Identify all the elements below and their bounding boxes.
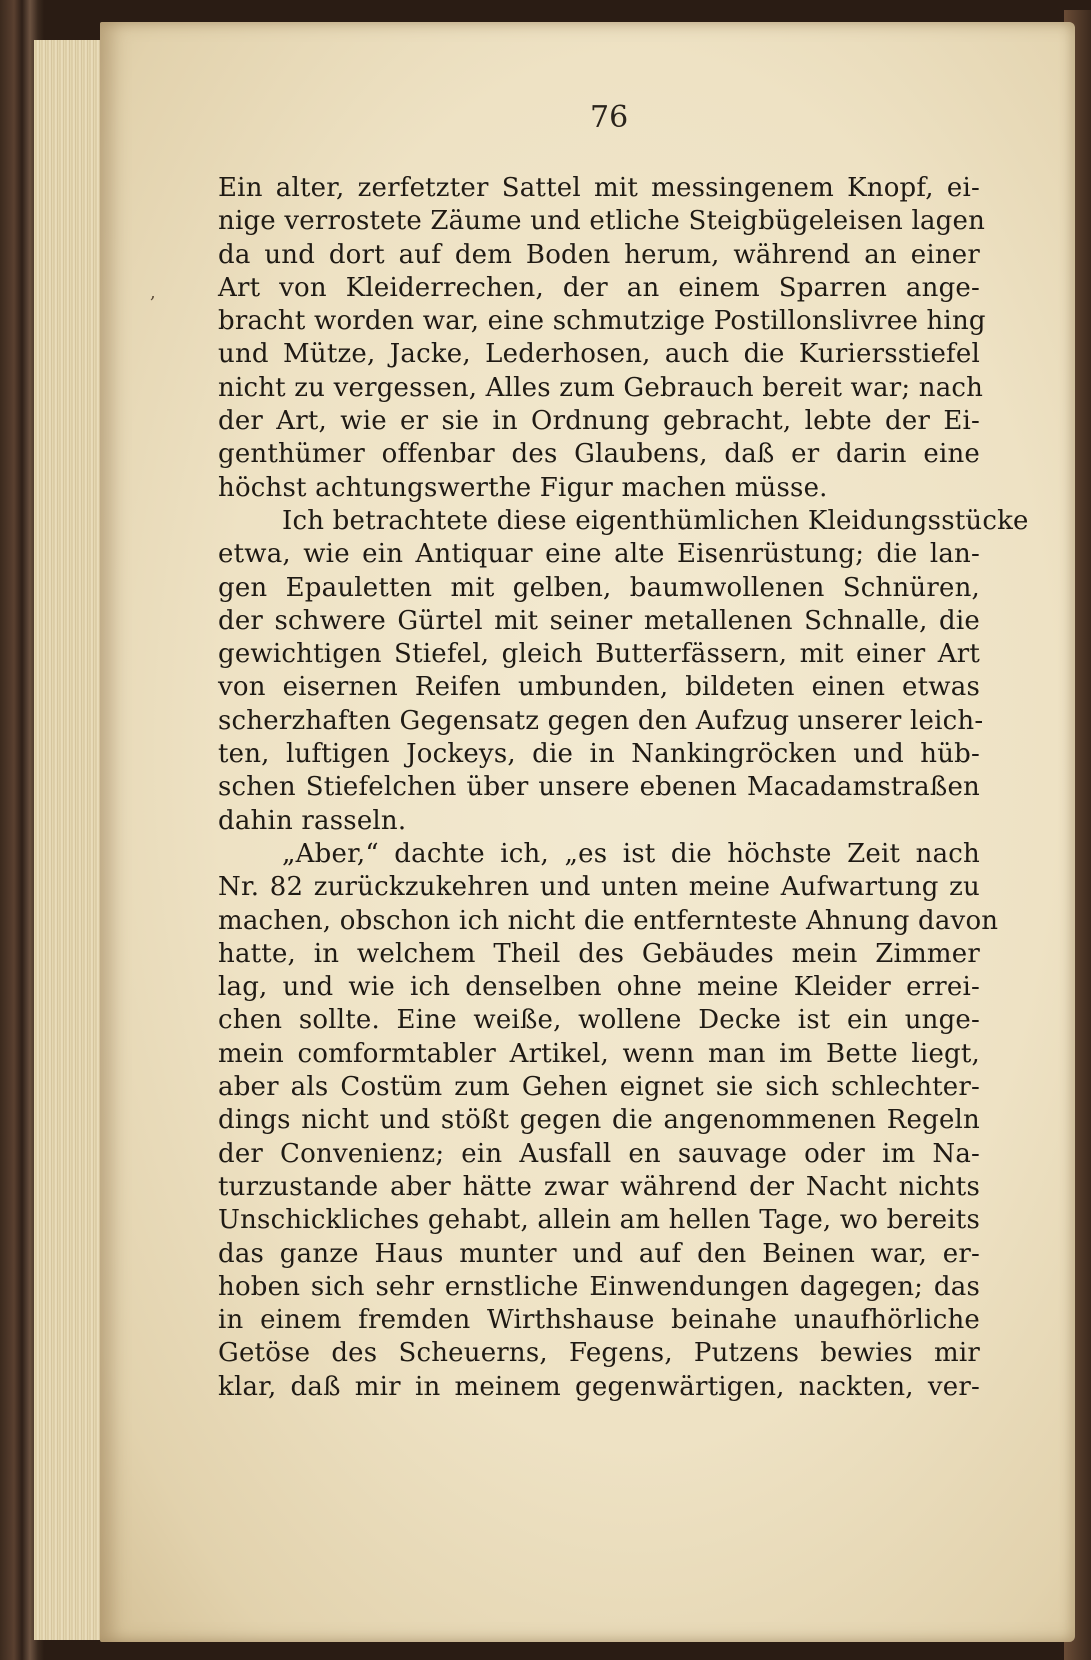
text-line: in einem fremden Wirthshause beinahe unaufhörliche [218, 1305, 980, 1336]
text-line: gen Epauletten mit gelben, baumwollenen Schnüren, [218, 572, 980, 603]
text-line: etwa, wie ein Antiquar eine alte Eisenrüstung; die lan- [218, 539, 980, 570]
margin-mark: , [150, 282, 156, 303]
text-line: der schwere Gürtel mit seiner metallenen Schnalle, die [218, 605, 980, 636]
text-line: dings nicht und stößt gegen die angenommenen Regeln [218, 1105, 980, 1136]
text-line: Ein alter, zerfetzter Sattel mit messingenem Knopf, ei- [218, 173, 980, 203]
text-line: lag, und wie ich denselben ohne meine Kleider errei- [218, 972, 980, 1003]
text-line: Unschickliches gehabt, allein am hellen Tage, wo bereits [218, 1205, 980, 1236]
text-line: ten, luftigen Jockeys, die in Nankingröcken und hüb- [218, 739, 980, 770]
text-line: nicht zu vergessen, Alles zum Gebrauch bereit war; nach [218, 372, 984, 403]
text-line: gewichtigen Stiefel, gleich Butterfässern, mit einer Art [218, 639, 980, 670]
page-number: 76 [590, 100, 629, 135]
text-line: das ganze Haus munter und auf den Beinen war, er- [218, 1238, 980, 1269]
text-line: genthümer offenbar des Glaubens, daß er darin eine [218, 439, 980, 470]
text-line: machen, obschon ich nicht die entfernteste Ahnung davon [218, 905, 999, 936]
text-line: Ich betrachtete diese eigenthümlichen Kleidungsstücke [282, 505, 1029, 536]
text-line: chen sollte. Eine weiße, wollene Decke ist ein unge- [218, 1005, 980, 1036]
page-text [218, 172, 1029, 1404]
text-line: nige verrostete Zäume und etliche Steigbügeleisen lagen [218, 206, 986, 237]
text-line: „Aber,“ dachte ich, „es ist die höchste Zeit nach [282, 838, 980, 869]
text-line: bracht worden war, eine schmutzige Postillonslivree hing [218, 306, 986, 337]
text-line: hoben sich sehr ernstliche Einwendungen dagegen; das [218, 1271, 980, 1302]
text-line: und Mütze, Jacke, Lederhosen, auch die Kuriersstiefel [218, 339, 980, 370]
text-line: aber als Costüm zum Gehen eignet sie sich schlechter- [218, 1072, 980, 1103]
text-line: der Convenienz; ein Ausfall en sauvage oder im Na- [218, 1138, 980, 1169]
text-line: scherzhaften Gegensatz gegen den Aufzug unserer leich- [218, 705, 984, 736]
text-line: Art von Kleiderrechen, der an einem Sparren ange- [218, 272, 980, 303]
text-line: der Art, wie er sie in Ordnung gebracht, lebte der Ei- [218, 406, 980, 437]
text-line: von eisernen Reifen umbunden, bildeten einen etwas [218, 672, 980, 703]
text-line: hatte, in welchem Theil des Gebäudes mein Zimmer [218, 938, 980, 969]
text-line: Getöse des Scheuerns, Fegens, Putzens bewies mir [218, 1338, 980, 1369]
text-line: mein comformtabler Artikel, wenn man im Bette liegt, [218, 1038, 980, 1069]
page-stack-edge [34, 40, 106, 1640]
text-line: da und dort auf dem Boden herum, während an einer [218, 239, 980, 270]
text-line: dahin rasseln. [218, 805, 407, 836]
text-line: Nr. 82 zurückzukehren und unten meine Aufwartung zu [218, 872, 980, 903]
text-line: klar, daß mir in meinem gegenwärtigen, nackten, ver- [218, 1371, 980, 1402]
text-line: turzustande aber hätte zwar während der Nacht nichts [218, 1171, 980, 1202]
text-line: schen Stiefelchen über unsere ebenen Macadamstraßen [218, 772, 980, 803]
text-line: höchst achtungswerthe Figur machen müsse. [218, 472, 828, 503]
